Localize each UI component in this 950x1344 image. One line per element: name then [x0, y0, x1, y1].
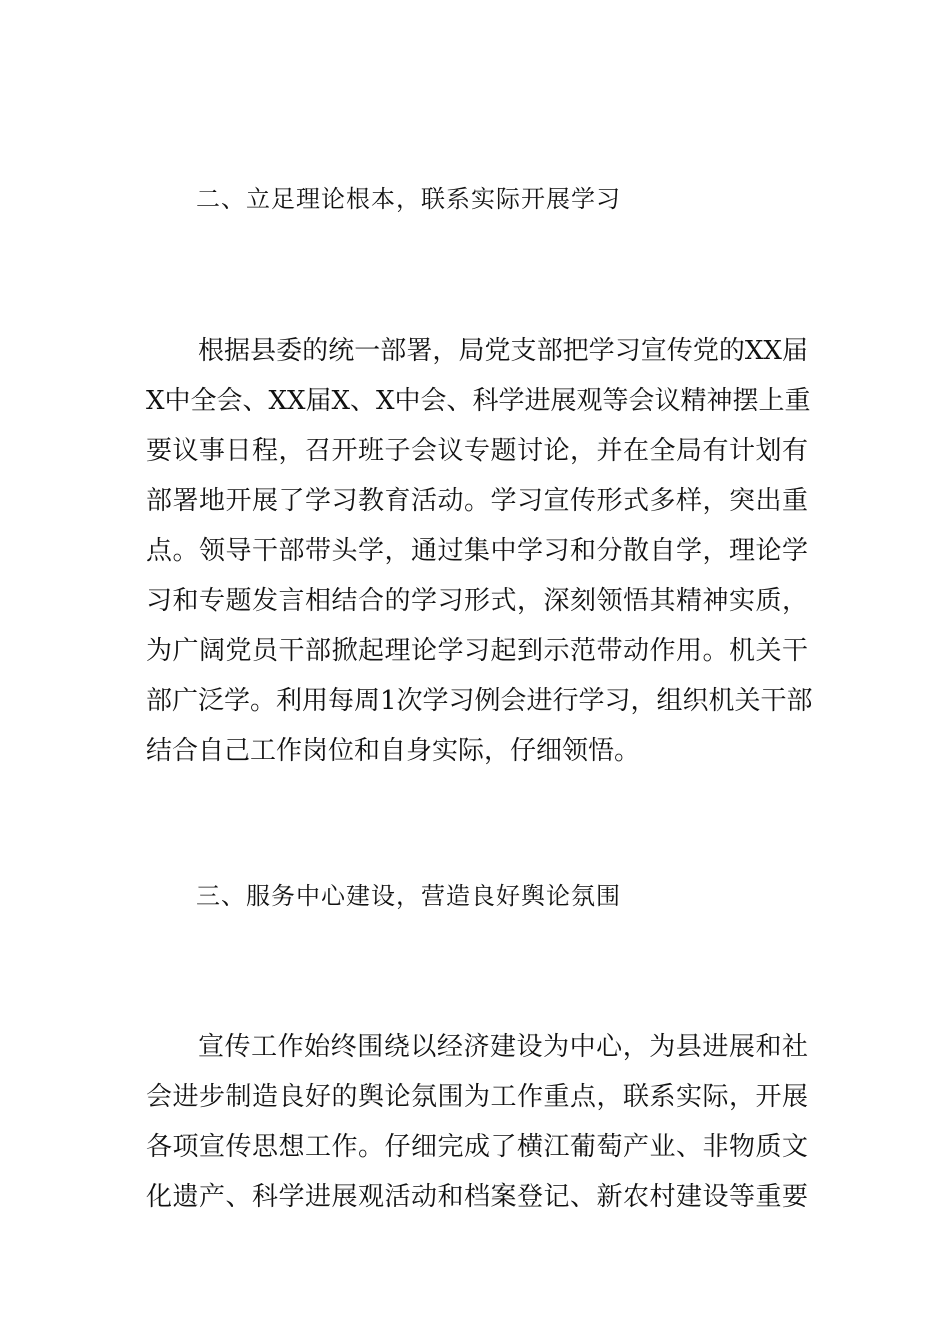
paragraph-line: 部署地开展了学习教育活动。学习宣传形式多样，突出重 [146, 486, 808, 516]
paragraph-line: 要议事日程，召开班子会议专题讨论，并在全局有计划有 [146, 436, 808, 466]
paragraph-line: 根据县委的统一部署，局党支部把学习宣传党的XX届 [198, 336, 808, 366]
paragraph-line: 部广泛学。利用每周1次学习例会进行学习，组织机关干部 [146, 686, 813, 716]
paragraph-line: 各项宣传思想工作。仔细完成了横江葡萄产业、非物质文 [146, 1132, 808, 1162]
paragraph-line: 化遗产、科学进展观活动和档案登记、新农村建设等重要 [146, 1182, 808, 1212]
paragraph-line: 结合自己工作岗位和自身实际，仔细领悟。 [146, 736, 641, 766]
paragraph-line: X中全会、XX届X、X中会、科学进展观等会议精神摆上重 [146, 386, 811, 416]
section-heading-2: 二、立足理论根本，联系实际开展学习 [196, 185, 621, 213]
paragraph-line: 会进步制造良好的舆论氛围为工作重点，联系实际，开展 [146, 1082, 808, 1112]
paragraph-line: 习和专题发言相结合的学习形式，深刻领悟其精神实质， [146, 586, 808, 616]
paragraph-line: 宣传工作始终围绕以经济建设为中心，为县进展和社 [198, 1032, 808, 1062]
paragraph-line: 为广阔党员干部掀起理论学习起到示范带动作用。机关干 [146, 636, 808, 666]
section-paragraph-2 [146, 326, 813, 776]
section-heading-3: 三、服务中心建设，营造良好舆论氛围 [196, 882, 621, 910]
paragraph-line: 点。领导干部带头学，通过集中学习和分散自学，理论学 [146, 536, 808, 566]
section-paragraph-3 [146, 1022, 808, 1222]
